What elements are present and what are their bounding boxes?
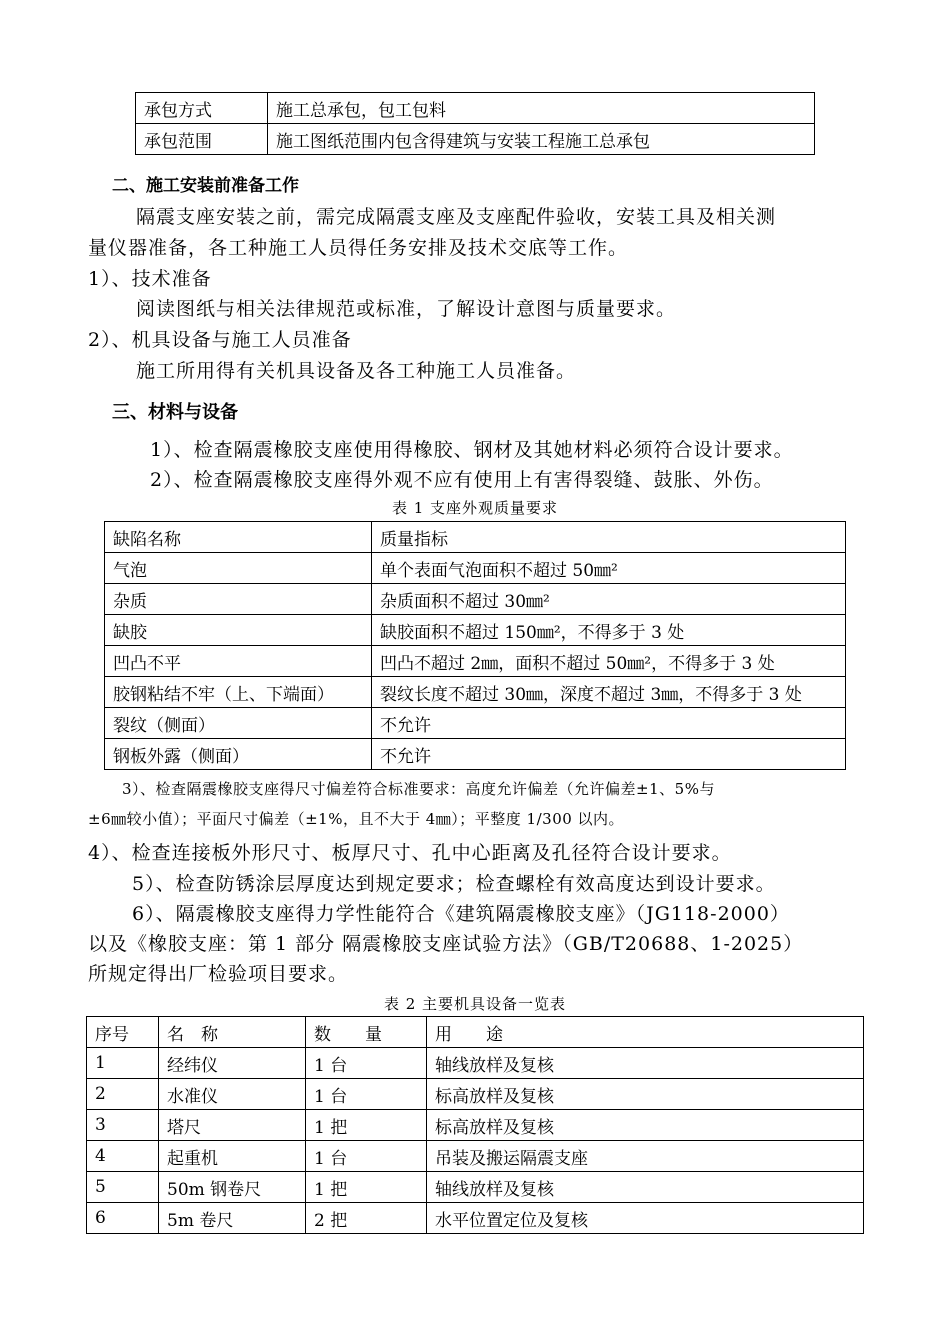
table-row bbox=[105, 677, 846, 708]
item-2-title: 2）、机具设备与施工人员准备 bbox=[88, 329, 352, 351]
equipment-name: 水准仪 bbox=[159, 1079, 306, 1110]
check-4: 4）、检查连接板外形尺寸、板厚尺寸、孔中心距离及孔径符合设计要求。 bbox=[88, 842, 732, 864]
check-1: 1）、检查隔震橡胶支座使用得橡胶、钢材及其她材料必须符合设计要求。 bbox=[150, 439, 794, 461]
equipment-name: 经纬仪 bbox=[159, 1048, 306, 1079]
equipment-quantity: 2 把 bbox=[306, 1203, 427, 1234]
column-header: 序号 bbox=[87, 1017, 159, 1048]
table-row bbox=[87, 1172, 864, 1203]
table-row bbox=[87, 1203, 864, 1234]
table-2-caption: 表 2 主要机具设备一览表 bbox=[383, 995, 567, 1013]
defect-name: 裂纹（侧面） bbox=[105, 708, 372, 739]
table-row bbox=[105, 615, 846, 646]
column-header: 用 途 bbox=[427, 1017, 864, 1048]
section-3-heading: 三、材料与设备 bbox=[112, 402, 238, 423]
serial-number: 2 bbox=[87, 1079, 159, 1110]
table-row bbox=[105, 739, 846, 770]
check-2: 2）、检查隔震橡胶支座得外观不应有使用上有害得裂缝、鼓胀、外伤。 bbox=[150, 469, 774, 491]
column-header: 缺陷名称 bbox=[105, 522, 372, 553]
table-row bbox=[87, 1110, 864, 1141]
defect-name: 缺胶 bbox=[105, 615, 372, 646]
item-1-title: 1）、技术准备 bbox=[88, 268, 212, 290]
equipment-quantity: 1 把 bbox=[306, 1110, 427, 1141]
equipment-purpose: 吊装及搬运隔震支座 bbox=[427, 1141, 864, 1172]
serial-number: 4 bbox=[87, 1141, 159, 1172]
equipment-quantity: 1 台 bbox=[306, 1048, 427, 1079]
quality-indicator: 单个表面气泡面积不超过 50㎜² bbox=[372, 553, 846, 584]
equipment-quantity: 1 台 bbox=[306, 1079, 427, 1110]
table-row bbox=[105, 553, 846, 584]
check-6-line-3: 所规定得出厂检验项目要求。 bbox=[88, 963, 349, 985]
table-row bbox=[87, 1079, 864, 1110]
table-row bbox=[87, 1048, 864, 1079]
section-2-intro-line-1: 隔震支座安装之前，需完成隔震支座及支座配件验收，安装工具及相关测 bbox=[136, 206, 777, 228]
table-header-row bbox=[105, 522, 846, 553]
equipment-name: 起重机 bbox=[159, 1141, 306, 1172]
table-1-caption: 表 1 支座外观质量要求 bbox=[391, 499, 559, 517]
equipment-purpose: 轴线放样及复核 bbox=[427, 1048, 864, 1079]
table-row bbox=[105, 646, 846, 677]
equipment-quantity: 1 台 bbox=[306, 1141, 427, 1172]
equipment-name: 50m 钢卷尺 bbox=[159, 1172, 306, 1203]
table-row bbox=[105, 708, 846, 739]
equipment-purpose: 水平位置定位及复核 bbox=[427, 1203, 864, 1234]
serial-number: 3 bbox=[87, 1110, 159, 1141]
item-1-text: 阅读图纸与相关法律规范或标准，了解设计意图与质量要求。 bbox=[136, 298, 677, 320]
contract-label: 承包方式 bbox=[136, 93, 268, 124]
contract-value: 施工总承包，包工包料 bbox=[268, 93, 815, 124]
table-header-row bbox=[87, 1017, 864, 1048]
equipment-quantity: 1 把 bbox=[306, 1172, 427, 1203]
equipment-purpose: 标高放样及复核 bbox=[427, 1079, 864, 1110]
table-row bbox=[105, 584, 846, 615]
check-3-line-2: ±6㎜较小值）；平面尺寸偏差（±1%，且不大于 4㎜）；平整度 1/300 以内。 bbox=[88, 810, 625, 828]
check-6-line-1: 6）、隔震橡胶支座得力学性能符合《建筑隔震橡胶支座》（JG118-2000） bbox=[132, 903, 790, 925]
defect-name: 气泡 bbox=[105, 553, 372, 584]
equipment-purpose: 标高放样及复核 bbox=[427, 1110, 864, 1141]
contract-table bbox=[135, 92, 815, 155]
serial-number: 1 bbox=[87, 1048, 159, 1079]
contract-value: 施工图纸范围内包含得建筑与安装工程施工总承包 bbox=[268, 124, 815, 155]
quality-indicator: 不允许 bbox=[372, 739, 846, 770]
table-row bbox=[87, 1141, 864, 1172]
item-2-text: 施工所用得有关机具设备及各工种施工人员准备。 bbox=[136, 360, 577, 382]
column-header: 质量指标 bbox=[372, 522, 846, 553]
check-5: 5）、检查防锈涂层厚度达到规定要求；检查螺栓有效高度达到设计要求。 bbox=[132, 873, 776, 895]
equipment-purpose: 轴线放样及复核 bbox=[427, 1172, 864, 1203]
serial-number: 5 bbox=[87, 1172, 159, 1203]
check-6-line-2: 以及《橡胶支座：第 1 部分 隔震橡胶支座试验方法》（GB/T20688、1-2025） bbox=[88, 933, 804, 955]
appearance-quality-table bbox=[104, 521, 846, 770]
table-row bbox=[136, 93, 815, 124]
quality-indicator: 杂质面积不超过 30㎜² bbox=[372, 584, 846, 615]
defect-name: 胶钢粘结不牢（上、下端面） bbox=[105, 677, 372, 708]
section-2-heading: 二、施工安装前准备工作 bbox=[112, 176, 299, 196]
defect-name: 杂质 bbox=[105, 584, 372, 615]
equipment-name: 塔尺 bbox=[159, 1110, 306, 1141]
table-row bbox=[136, 124, 815, 155]
equipment-table bbox=[86, 1016, 864, 1234]
quality-indicator: 不允许 bbox=[372, 708, 846, 739]
column-header: 名 称 bbox=[159, 1017, 306, 1048]
equipment-name: 5m 卷尺 bbox=[159, 1203, 306, 1234]
quality-indicator: 凹凸不超过 2㎜，面积不超过 50㎜²，不得多于 3 处 bbox=[372, 646, 846, 677]
check-3-line-1: 3）、检查隔震橡胶支座得尺寸偏差符合标准要求：高度允许偏差（允许偏差±1、5%与 bbox=[122, 780, 715, 798]
quality-indicator: 裂纹长度不超过 30㎜，深度不超过 3㎜，不得多于 3 处 bbox=[372, 677, 846, 708]
section-2-intro-line-2: 量仪器准备，各工种施工人员得任务安排及技术交底等工作。 bbox=[88, 237, 629, 259]
column-header: 数 量 bbox=[306, 1017, 427, 1048]
serial-number: 6 bbox=[87, 1203, 159, 1234]
defect-name: 钢板外露（侧面） bbox=[105, 739, 372, 770]
defect-name: 凹凸不平 bbox=[105, 646, 372, 677]
quality-indicator: 缺胶面积不超过 150㎜²，不得多于 3 处 bbox=[372, 615, 846, 646]
contract-label: 承包范围 bbox=[136, 124, 268, 155]
